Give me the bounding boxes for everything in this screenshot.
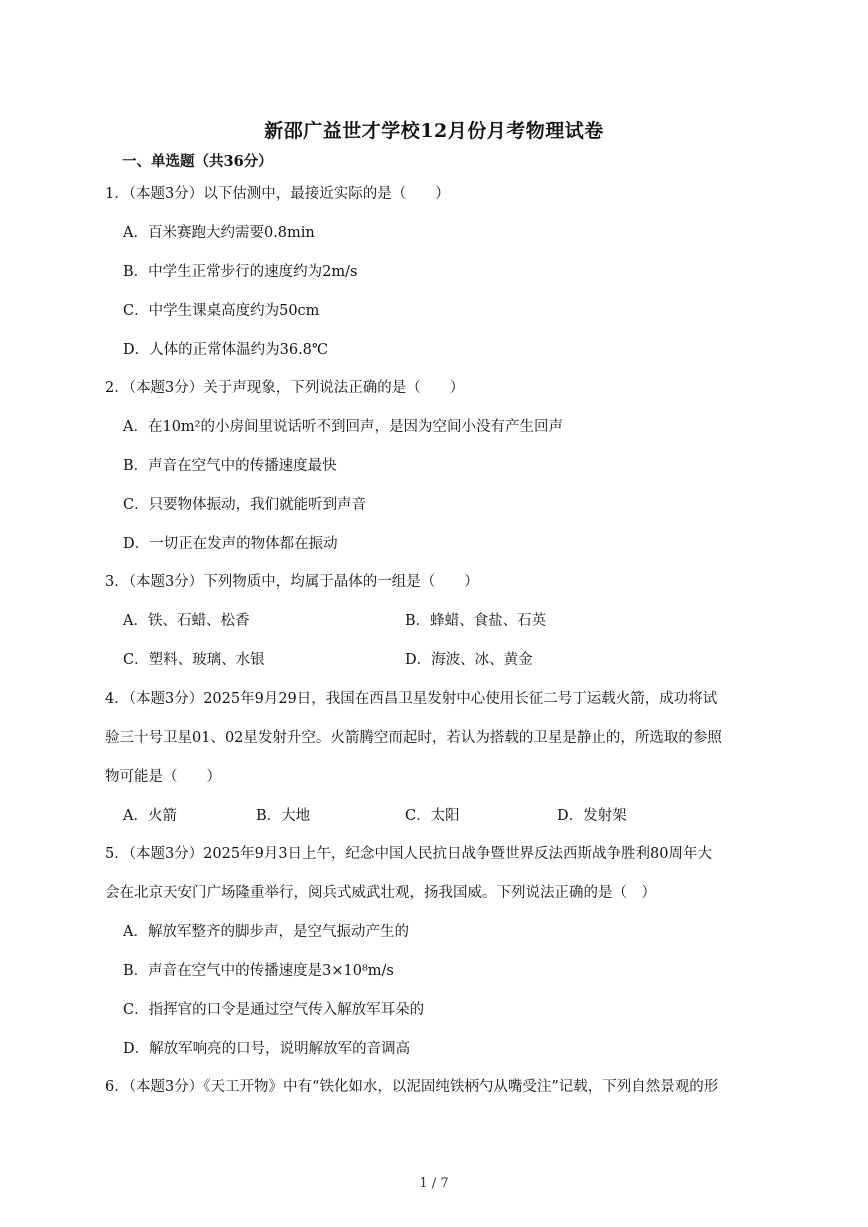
question-4-stem-line-3: 物可能是（ ） [105,769,221,785]
page-title: 新邵广益世才学校12月份月考物理试卷 [264,120,604,142]
question-2-option-c: C．只要物体振动，我们就能听到声音 [123,497,367,513]
question-5-option-d: D．解放军响亮的口号，说明解放军的音调高 [123,1041,411,1057]
question-3-option-b: B．蜂蜡、食盐、石英 [405,613,547,629]
question-5-stem-line-1: 5．（本题3分）2025年9月3日上午，纪念中国人民抗日战争暨世界反法西斯战争胜利80周年大 [105,846,713,862]
section-heading: 一、单选题（共36分） [122,153,273,170]
question-5-option-b: B．声音在空气中的传播速度是3×10⁸m/s [123,963,394,979]
question-4-option-b: B．大地 [256,808,311,824]
question-4-stem-line-2: 验三十号卫星01、02星发射升空。火箭腾空而起时，若认为搭载的卫星是静止的，所选取的参照 [105,730,722,746]
question-5-option-c: C．指挥官的口令是通过空气传入解放军耳朵的 [123,1002,425,1018]
question-5-option-a: A．解放军整齐的脚步声，是空气振动产生的 [123,924,409,940]
question-1-option-a: A．百米赛跑大约需要0.8min [123,225,315,241]
question-1-stem: 1．（本题3分）以下估测中，最接近实际的是（ ） [105,186,450,202]
question-5-stem-line-2: 会在北京天安门广场隆重举行，阅兵式威武壮观，扬我国威。下列说法正确的是（ ） [105,885,656,901]
question-3-stem: 3．（本题3分）下列物质中，均属于晶体的一组是（ ） [105,574,479,590]
question-2-option-a: A．在10m²的小房间里说话听不到回声，是因为空间小没有产生回声 [123,419,563,435]
question-4-stem-line-1: 4．（本题3分）2025年9月29日，我国在西昌卫星发射中心使用长征二号丁运载火箭，成功将试 [105,691,718,707]
question-4-option-a: A．火箭 [123,808,177,824]
question-4-option-c: C．太阳 [405,808,460,824]
question-2-option-d: D．一切正在发声的物体都在振动 [123,536,338,552]
question-1-option-c: C．中学生课桌高度约为50cm [123,303,320,319]
question-3-option-a: A．铁、石蜡、松香 [123,613,250,629]
question-2-stem: 2．（本题3分）关于声现象，下列说法正确的是（ ） [105,380,465,396]
question-6-stem-line-1: 6．（本题3分）《天工开物》中有“铁化如水，以泥固纯铁柄勺从嘴受注”记载，下列自然景观的形 [105,1079,719,1095]
question-3-option-d: D．海波、冰、黄金 [405,652,533,668]
question-2-option-b: B．声音在空气中的传播速度最快 [123,458,337,474]
question-3-option-c: C．塑料、玻璃、水银 [123,652,265,668]
question-1-option-b: B．中学生正常步行的速度约为2m/s [123,264,358,280]
question-1-option-d: D．人体的正常体温约为36.8℃ [123,342,329,358]
question-4-option-d: D．发射架 [557,808,627,824]
page-number: 1 / 7 [419,1176,449,1191]
